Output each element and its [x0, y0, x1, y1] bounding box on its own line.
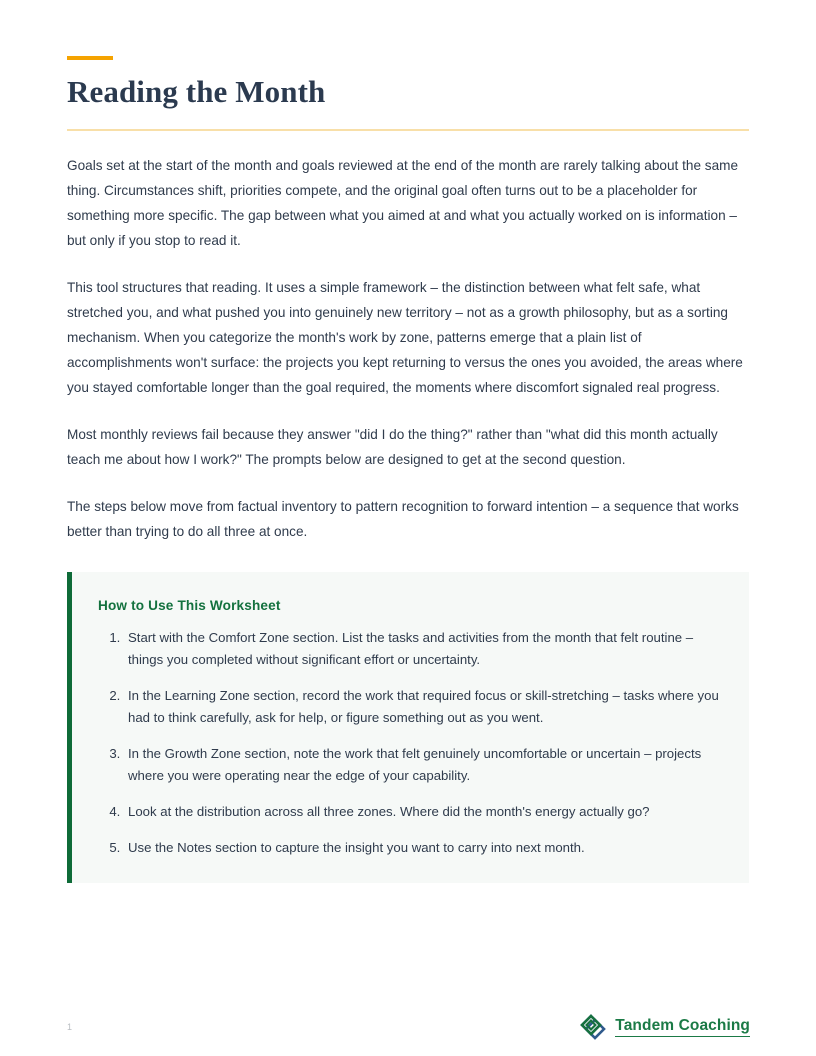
body-paragraph: The steps below move from factual inventory to pattern recognition to forward intention – a sequence that works better than trying to do all three at once. [67, 498, 739, 539]
title-accent-bar [67, 56, 113, 60]
list-item: 4. Look at the distribution across all three zones. Where did the month's energy actually go? [124, 801, 719, 823]
page-footer [0, 986, 816, 1056]
page-title: Reading the Month [67, 74, 326, 109]
callout-step-list [98, 627, 719, 859]
brand-logo [580, 1014, 750, 1040]
list-item: 5. Use the Notes section to capture the insight you want to carry into next month. [124, 837, 719, 859]
body-copy [67, 153, 749, 544]
list-item: 2. In the Learning Zone section, record the work that required focus or skill-stretching – tasks where you had to think carefully, ask for help, or figure something out as you went. [124, 685, 719, 729]
tandem-diamond-icon [580, 1014, 606, 1040]
body-paragraph: Goals set at the start of the month and goals reviewed at the end of the month are rarely talking about the same thing. Circumstances shift, priorities compete, and the original goal often turns out to be a placeholder for something more specific. The gap between what you aimed at and what you actually worked on is information – but only if you stop to read it. [67, 157, 739, 248]
list-item: 3. In the Growth Zone section, note the work that felt genuinely uncomfortable or uncertain – projects where you were operating near the edge of your capability. [124, 743, 719, 787]
callout-title: How to Use This Worksheet [98, 597, 281, 613]
body-paragraph: Most monthly reviews fail because they answer "did I do the thing?" rather than "what did this month actually teach me about how I work?" The prompts below are designed to get at the second question. [67, 426, 718, 467]
how-to-use-callout [67, 572, 749, 883]
brand-name: Tandem Coaching [615, 1017, 750, 1037]
body-paragraph: This tool structures that reading. It uses a simple framework – the distinction between what felt safe, what stretched you, and what pushed you into genuinely new territory – not as a growth philosophy, but as a sorting mechanism. When you categorize the month's work by zone, patterns emerge that a plain list of accomplishments won't surface: the projects you kept returning to versus the ones you avoided, the areas where you stayed comfortable longer than the goal required, the moments where discomfort signaled real progress. [67, 279, 743, 395]
page-content [67, 0, 749, 883]
title-divider-rule [67, 129, 749, 131]
list-item: 1. Start with the Comfort Zone section. List the tasks and activities from the month that felt routine – things you completed without significant effort or uncertainty. [124, 627, 719, 671]
page-number: 1 [67, 1022, 73, 1032]
